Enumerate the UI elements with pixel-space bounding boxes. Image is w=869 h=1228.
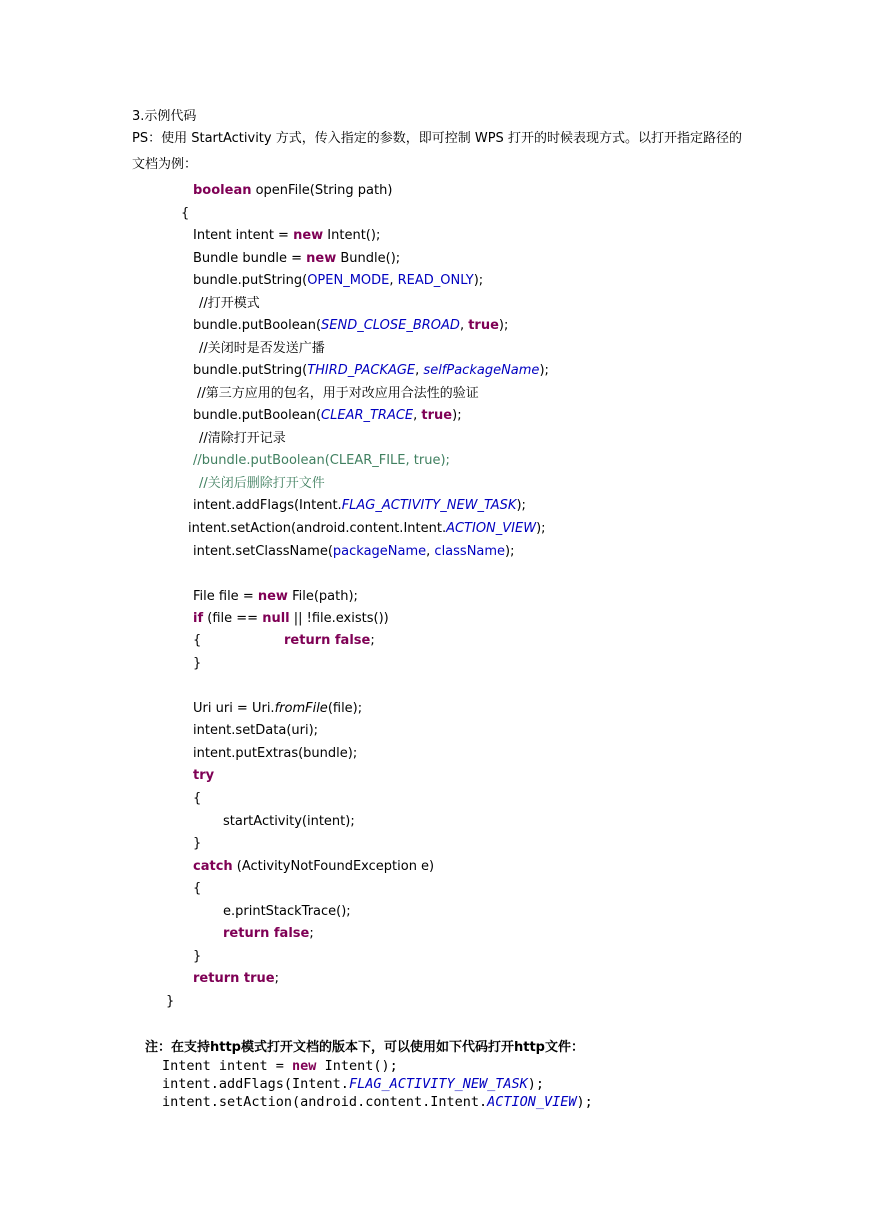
code-line: return true; [193, 971, 279, 986]
code-line: intent.addFlags(Intent.FLAG_ACTIVITY_NEW_TASK); [193, 498, 526, 513]
code-line: boolean openFile(String path) [193, 183, 393, 198]
code-line: Uri uri = Uri.fromFile(file); [193, 701, 363, 716]
code-line: if (file == null || !file.exists()) [193, 611, 389, 626]
code-comment: //第三方应用的包名，用于对改应用合法性的验证 [197, 386, 479, 401]
code-line: } [193, 836, 202, 851]
code-line: e.printStackTrace(); [223, 904, 351, 919]
keyword: boolean [193, 183, 252, 198]
code-comment: //bundle.putBoolean(CLEAR_FILE, true); [193, 453, 450, 468]
code-line: { [193, 633, 202, 648]
code-line: } [166, 994, 175, 1009]
section-heading: 3.示例代码 [132, 109, 197, 124]
code-comment: //关闭后删除打开文件 [199, 476, 325, 491]
code-line: return false; [284, 633, 375, 648]
code-line: bundle.putString(OPEN_MODE, READ_ONLY); [193, 273, 484, 288]
code-line: intent.setData(uri); [193, 723, 319, 738]
code-line: } [193, 949, 202, 964]
code-line: } [193, 656, 202, 671]
note-code-line: intent.setAction(android.content.Intent.ACTION_VIEW); [162, 1094, 593, 1110]
code-line: catch (ActivityNotFoundException e) [193, 859, 435, 874]
code-line: { [181, 206, 190, 221]
note-code-line: intent.addFlags(Intent.FLAG_ACTIVITY_NEW_TASK); [162, 1076, 545, 1092]
code-line: Intent intent = new Intent(); [193, 228, 381, 243]
code-line: Bundle bundle = new Bundle(); [193, 251, 401, 266]
note-label: 注：在支持http模式打开文档的版本下，可以使用如下代码打开http文件： [145, 1040, 584, 1055]
code-line: return false; [223, 926, 314, 941]
code-line: { [193, 791, 202, 806]
intro-text-line-1: PS：使用 StartActivity 方式，传入指定的参数，即可控制 WPS 打开的时候表现方式。以打开指定路径的 [132, 131, 742, 146]
code-line: try [193, 768, 215, 783]
code-comment: //关闭时是否发送广播 [199, 341, 325, 356]
intro-text-line-2: 文档为例： [132, 157, 198, 172]
code-line: intent.setAction(android.content.Intent.ACTION_VIEW); [188, 521, 546, 536]
code-comment: //打开模式 [199, 296, 260, 311]
note-code-line: Intent intent = new Intent(); [162, 1058, 398, 1074]
code-comment: //清除打开记录 [199, 431, 286, 446]
code-line: startActivity(intent); [223, 814, 355, 829]
code-line: File file = new File(path); [193, 589, 358, 604]
code-line: { [193, 881, 202, 896]
code-line: intent.setClassName(packageName, className); [193, 544, 515, 559]
code-line: bundle.putBoolean(CLEAR_TRACE, true); [193, 408, 462, 423]
code-line: bundle.putString(THIRD_PACKAGE, selfPackageName); [193, 363, 549, 378]
code-line: bundle.putBoolean(SEND_CLOSE_BROAD, true); [193, 318, 509, 333]
code-line: intent.putExtras(bundle); [193, 746, 358, 761]
